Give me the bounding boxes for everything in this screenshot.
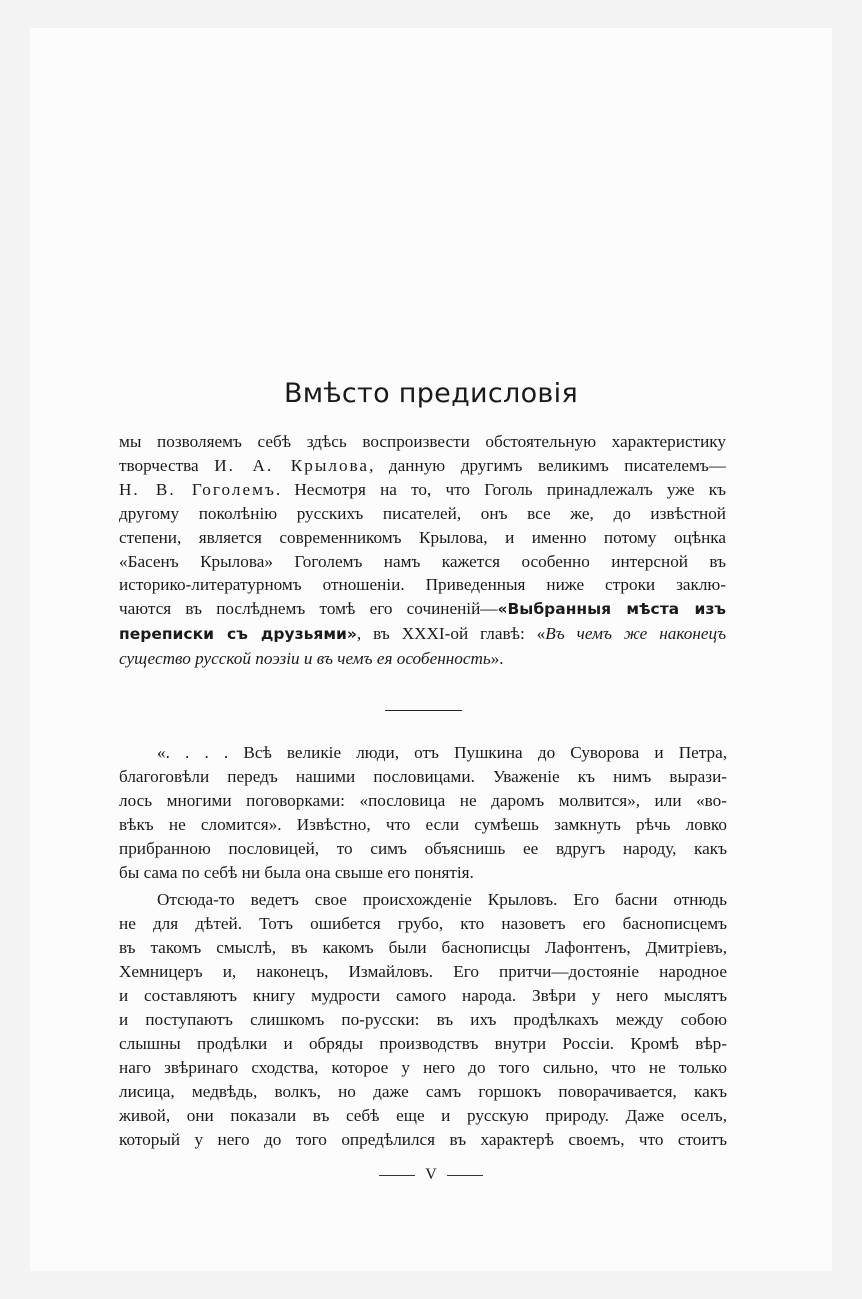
book-title-cont: переписки съ друзьями» <box>119 625 357 644</box>
text-line: благоговѣли передъ нашими пословицами. Уваженіе къ нимъ вырази- <box>119 766 727 786</box>
text-line: и поступаютъ слишкомъ по-русски: въ ихъ продѣлкахъ между собою <box>119 1009 727 1029</box>
section-divider <box>385 710 462 711</box>
text-line: не для дѣтей. Тотъ ошибется грубо, кто назоветъ его баснописцемъ <box>119 914 727 934</box>
intro-line-8: чаются въ послѣднемъ томѣ его сочиненій—«Выбранныя мѣста изъ <box>119 599 726 619</box>
text-line: который у него до того опредѣлился въ характерѣ своемъ, что стоитъ <box>119 1129 727 1149</box>
text-line: слышны продѣлки и обряды производствъ внутри Россіи. Кромѣ вѣр- <box>119 1033 727 1053</box>
intro-line-9: переписки съ друзьями», въ XXXI-ой главѣ: «Въ чемъ же наконецъ <box>119 624 726 644</box>
paragraph-1 <box>119 741 727 884</box>
text-line: «. . . . Всѣ великіе люди, отъ Пушкина до Суворова и Петра, <box>157 743 727 762</box>
intro-line-2: творчества И. А. Крылова, данную другимъ великимъ писателемъ— <box>119 455 726 475</box>
text-line: прибранною пословицей, то симъ объяснишь ее вдругъ народу, какъ <box>119 838 727 858</box>
text-line: вѣкъ не сломится». Извѣстно, что если сумѣешь замкнуть рѣчь ловко <box>119 814 727 834</box>
footer-dash-right <box>447 1175 483 1176</box>
text-line: лось многими поговорками: «пословица не даромъ молвится», или «во- <box>119 790 727 810</box>
intro-line-5: степени, является современникомъ Крылова, и именно потому оцѣнка <box>119 527 726 547</box>
footer-dash-left <box>379 1175 415 1176</box>
intro-line-7: историко-литературномъ отношеніи. Приведенныя ниже строки заклю- <box>119 575 726 595</box>
text-line: въ такомъ смыслѣ, въ какомъ были баснописцы Лафонтенъ, Дмитріевъ, <box>119 938 727 958</box>
intro-paragraph <box>119 430 726 671</box>
author-name: И. А. Крылова <box>214 455 370 475</box>
text-line: бы сама по себѣ ни была она свыше его понятія. <box>119 862 474 882</box>
book-title: «Выбранныя мѣста изъ <box>497 600 726 619</box>
page-title: Вмѣсто предисловія <box>283 378 578 409</box>
text-line: живой, они показали въ себѣ еще и русскую природу. Даже оселъ, <box>119 1105 727 1125</box>
text-line: Отсюда-то ведетъ свое происхожденіе Крыловъ. Его басни отнюдь <box>157 890 727 910</box>
paragraph-2 <box>119 888 727 1151</box>
author-name-gogol: Н. В. Гоголемъ <box>119 479 276 499</box>
chapter-title: Въ чемъ же наконецъ <box>545 624 726 644</box>
text-line: лисица, медвѣдь, волкъ, но даже самъ горшокъ поворачивается, какъ <box>119 1081 727 1101</box>
intro-line-6: «Басенъ Крылова» Гоголемъ намъ кажется особенно интерсной въ <box>119 551 726 571</box>
chapter-title-cont: существо русской поэзіи и въ чемъ ея особенность <box>119 649 491 669</box>
text-line: Хемницеръ и, наконецъ, Измайловъ. Его притчи—достояніе народное <box>119 962 727 982</box>
intro-line-10: существо русской поэзіи и въ чемъ ея особенность». <box>119 649 504 669</box>
intro-line-1: мы позволяемъ себѣ здѣсь воспроизвести обстоятельную характеристику <box>119 432 726 451</box>
page-number: V <box>425 1166 437 1183</box>
text-line: наго звѣринаго сходства, которое у него до того сильно, что не только <box>119 1057 727 1077</box>
page-footer <box>0 1166 862 1184</box>
intro-line-3: Н. В. Гоголемъ. Несмотря на то, что Гоголь принадлежалъ уже къ <box>119 479 726 499</box>
quoted-text <box>119 741 727 1151</box>
text-line: и составляютъ книгу мудрости самого народа. Звѣри у него мыслятъ <box>119 986 727 1006</box>
intro-line-4: другому поколѣнію русскихъ писателей, онъ все же, до извѣстной <box>119 503 726 523</box>
